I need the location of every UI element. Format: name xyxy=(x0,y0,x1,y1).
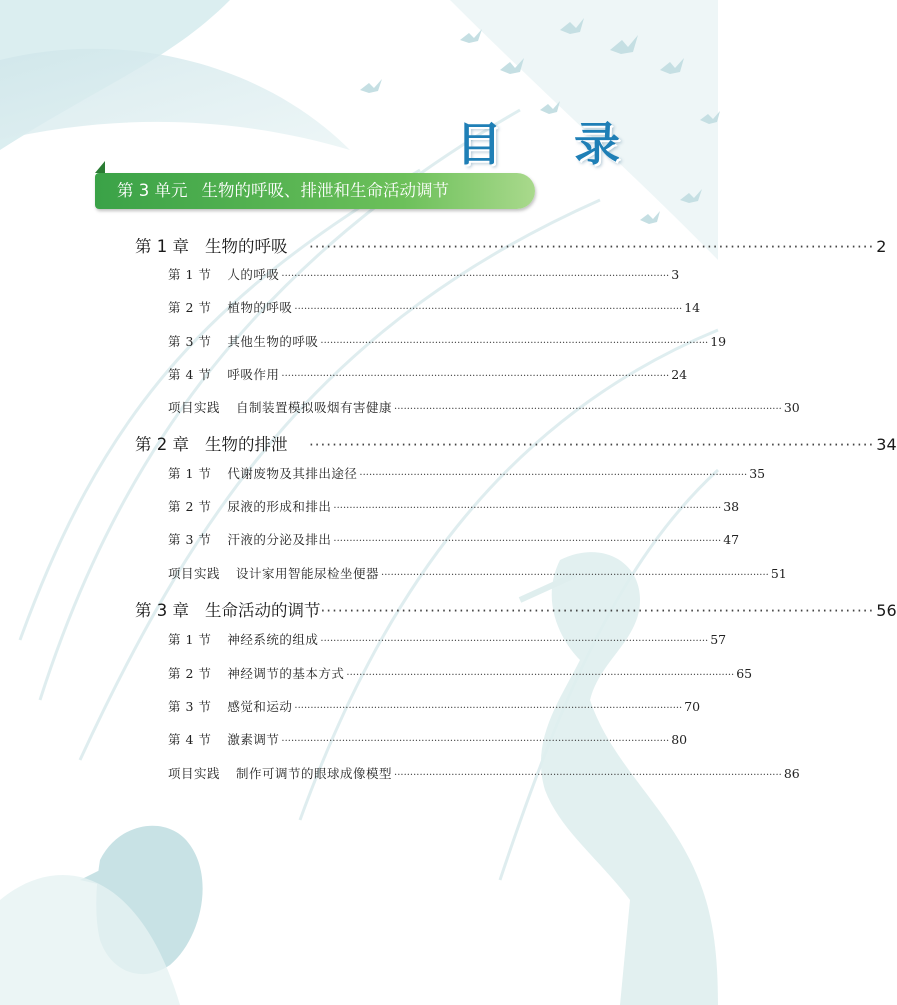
section-title: 制作可调节的眼球成像模型 xyxy=(236,766,393,781)
section-title: 植物的呼吸 xyxy=(227,300,293,315)
dot-leader: ·························································································································· xyxy=(359,470,748,481)
page-number: 86 xyxy=(783,766,800,781)
dot-leader: ·························································································································· xyxy=(394,404,782,415)
page-number: 24 xyxy=(671,367,688,382)
toc-section[interactable] xyxy=(168,365,688,385)
dot-leader: ·························································································································· xyxy=(320,636,709,647)
dot-leader: ·························································································································· xyxy=(294,703,683,714)
page-number: 38 xyxy=(723,499,740,514)
toc-section[interactable] xyxy=(168,530,740,550)
section-label: 第 3 节 xyxy=(168,699,212,714)
toc-chapter[interactable] xyxy=(135,431,897,455)
page-number: 80 xyxy=(671,732,688,747)
dot-leader: ·································································································· xyxy=(309,436,875,454)
page-number: 34 xyxy=(876,435,897,454)
page-number: 70 xyxy=(684,699,701,714)
section-label: 第 2 节 xyxy=(168,499,212,514)
unit-name: 生物的呼吸、排泄和生命活动调节 xyxy=(201,181,449,200)
section-label: 项目实践 xyxy=(168,400,221,415)
section-label: 第 3 节 xyxy=(168,334,212,349)
page-number: 3 xyxy=(671,267,680,282)
section-title: 设计家用智能尿检坐便器 xyxy=(236,566,380,581)
page-number: 51 xyxy=(770,566,787,581)
leaf-shape xyxy=(0,49,350,150)
page-number: 14 xyxy=(684,300,701,315)
toc-section[interactable] xyxy=(168,630,727,650)
toc-section[interactable] xyxy=(168,697,701,717)
dot-leader: ·························································································································· xyxy=(281,371,670,382)
dot-leader: ·························································································································· xyxy=(281,271,670,282)
dot-leader: ·························································································································· xyxy=(381,570,769,581)
section-title: 代谢废物及其排出途径 xyxy=(227,466,358,481)
toc-section[interactable] xyxy=(168,764,800,784)
page-title: 目 录 xyxy=(455,117,648,171)
toc-section[interactable] xyxy=(168,332,727,352)
dot-leader: ·································································································· xyxy=(309,238,875,256)
section-title: 其他生物的呼吸 xyxy=(227,334,319,349)
toc-section[interactable] xyxy=(168,664,753,684)
page-number: 2 xyxy=(876,237,887,256)
page-number: 47 xyxy=(723,532,740,547)
dot-leader: ·························································································································· xyxy=(394,770,782,781)
section-label: 项目实践 xyxy=(168,566,221,581)
section-title: 呼吸作用 xyxy=(227,367,280,382)
toc-section[interactable] xyxy=(168,564,787,584)
dot-leader: ·························································································································· xyxy=(333,536,722,547)
section-title: 神经调节的基本方式 xyxy=(227,666,345,681)
section-label: 第 1 节 xyxy=(168,632,212,647)
section-title: 尿液的形成和排出 xyxy=(227,499,332,514)
toc-section[interactable] xyxy=(168,497,740,517)
page-number: 30 xyxy=(783,400,800,415)
chapter-title: 生物的呼吸 xyxy=(205,237,288,256)
toc-section[interactable] xyxy=(168,730,688,750)
dot-leader: ·························································································································· xyxy=(294,304,683,315)
page-number: 35 xyxy=(749,466,766,481)
dot-leader: ·························································································································· xyxy=(346,670,735,681)
chapter-label: 第 3 章 xyxy=(135,601,189,620)
section-label: 第 4 节 xyxy=(168,367,212,382)
section-label: 第 1 节 xyxy=(168,466,212,481)
toc-section[interactable] xyxy=(168,265,680,285)
chapter-title: 生物的排泄 xyxy=(205,435,288,454)
section-title: 汗液的分泌及排出 xyxy=(227,532,332,547)
toc-section[interactable] xyxy=(168,464,766,484)
chapter-title: 生命活动的调节 xyxy=(205,601,321,620)
page-number: 56 xyxy=(876,601,897,620)
dot-leader: ·························································································································· xyxy=(320,338,709,349)
section-label: 项目实践 xyxy=(168,766,221,781)
section-label: 第 2 节 xyxy=(168,666,212,681)
unit-banner xyxy=(95,173,535,209)
section-label: 第 3 节 xyxy=(168,532,212,547)
section-title: 激素调节 xyxy=(227,732,280,747)
section-label: 第 1 节 xyxy=(168,267,212,282)
toc-section[interactable] xyxy=(168,298,701,318)
dot-leader: ·························································································································· xyxy=(333,503,722,514)
chapter-label: 第 1 章 xyxy=(135,237,189,256)
section-title: 感觉和运动 xyxy=(227,699,293,714)
banner-fold xyxy=(95,161,105,173)
page-number: 19 xyxy=(710,334,727,349)
page-number: 65 xyxy=(736,666,753,681)
chapter-label: 第 2 章 xyxy=(135,435,189,454)
section-title: 自制装置模拟吸烟有害健康 xyxy=(236,400,393,415)
toc-section[interactable] xyxy=(168,398,800,418)
toc-chapter[interactable] xyxy=(135,597,897,621)
dot-leader: ·································································································· xyxy=(309,602,875,620)
toc-chapter[interactable] xyxy=(135,233,887,257)
section-title: 人的呼吸 xyxy=(227,267,280,282)
dot-leader: ·························································································································· xyxy=(281,736,670,747)
section-label: 第 2 节 xyxy=(168,300,212,315)
page-number: 57 xyxy=(710,632,727,647)
section-label: 第 4 节 xyxy=(168,732,212,747)
unit-label: 第 3 单元 xyxy=(117,181,188,200)
section-title: 神经系统的组成 xyxy=(227,632,319,647)
